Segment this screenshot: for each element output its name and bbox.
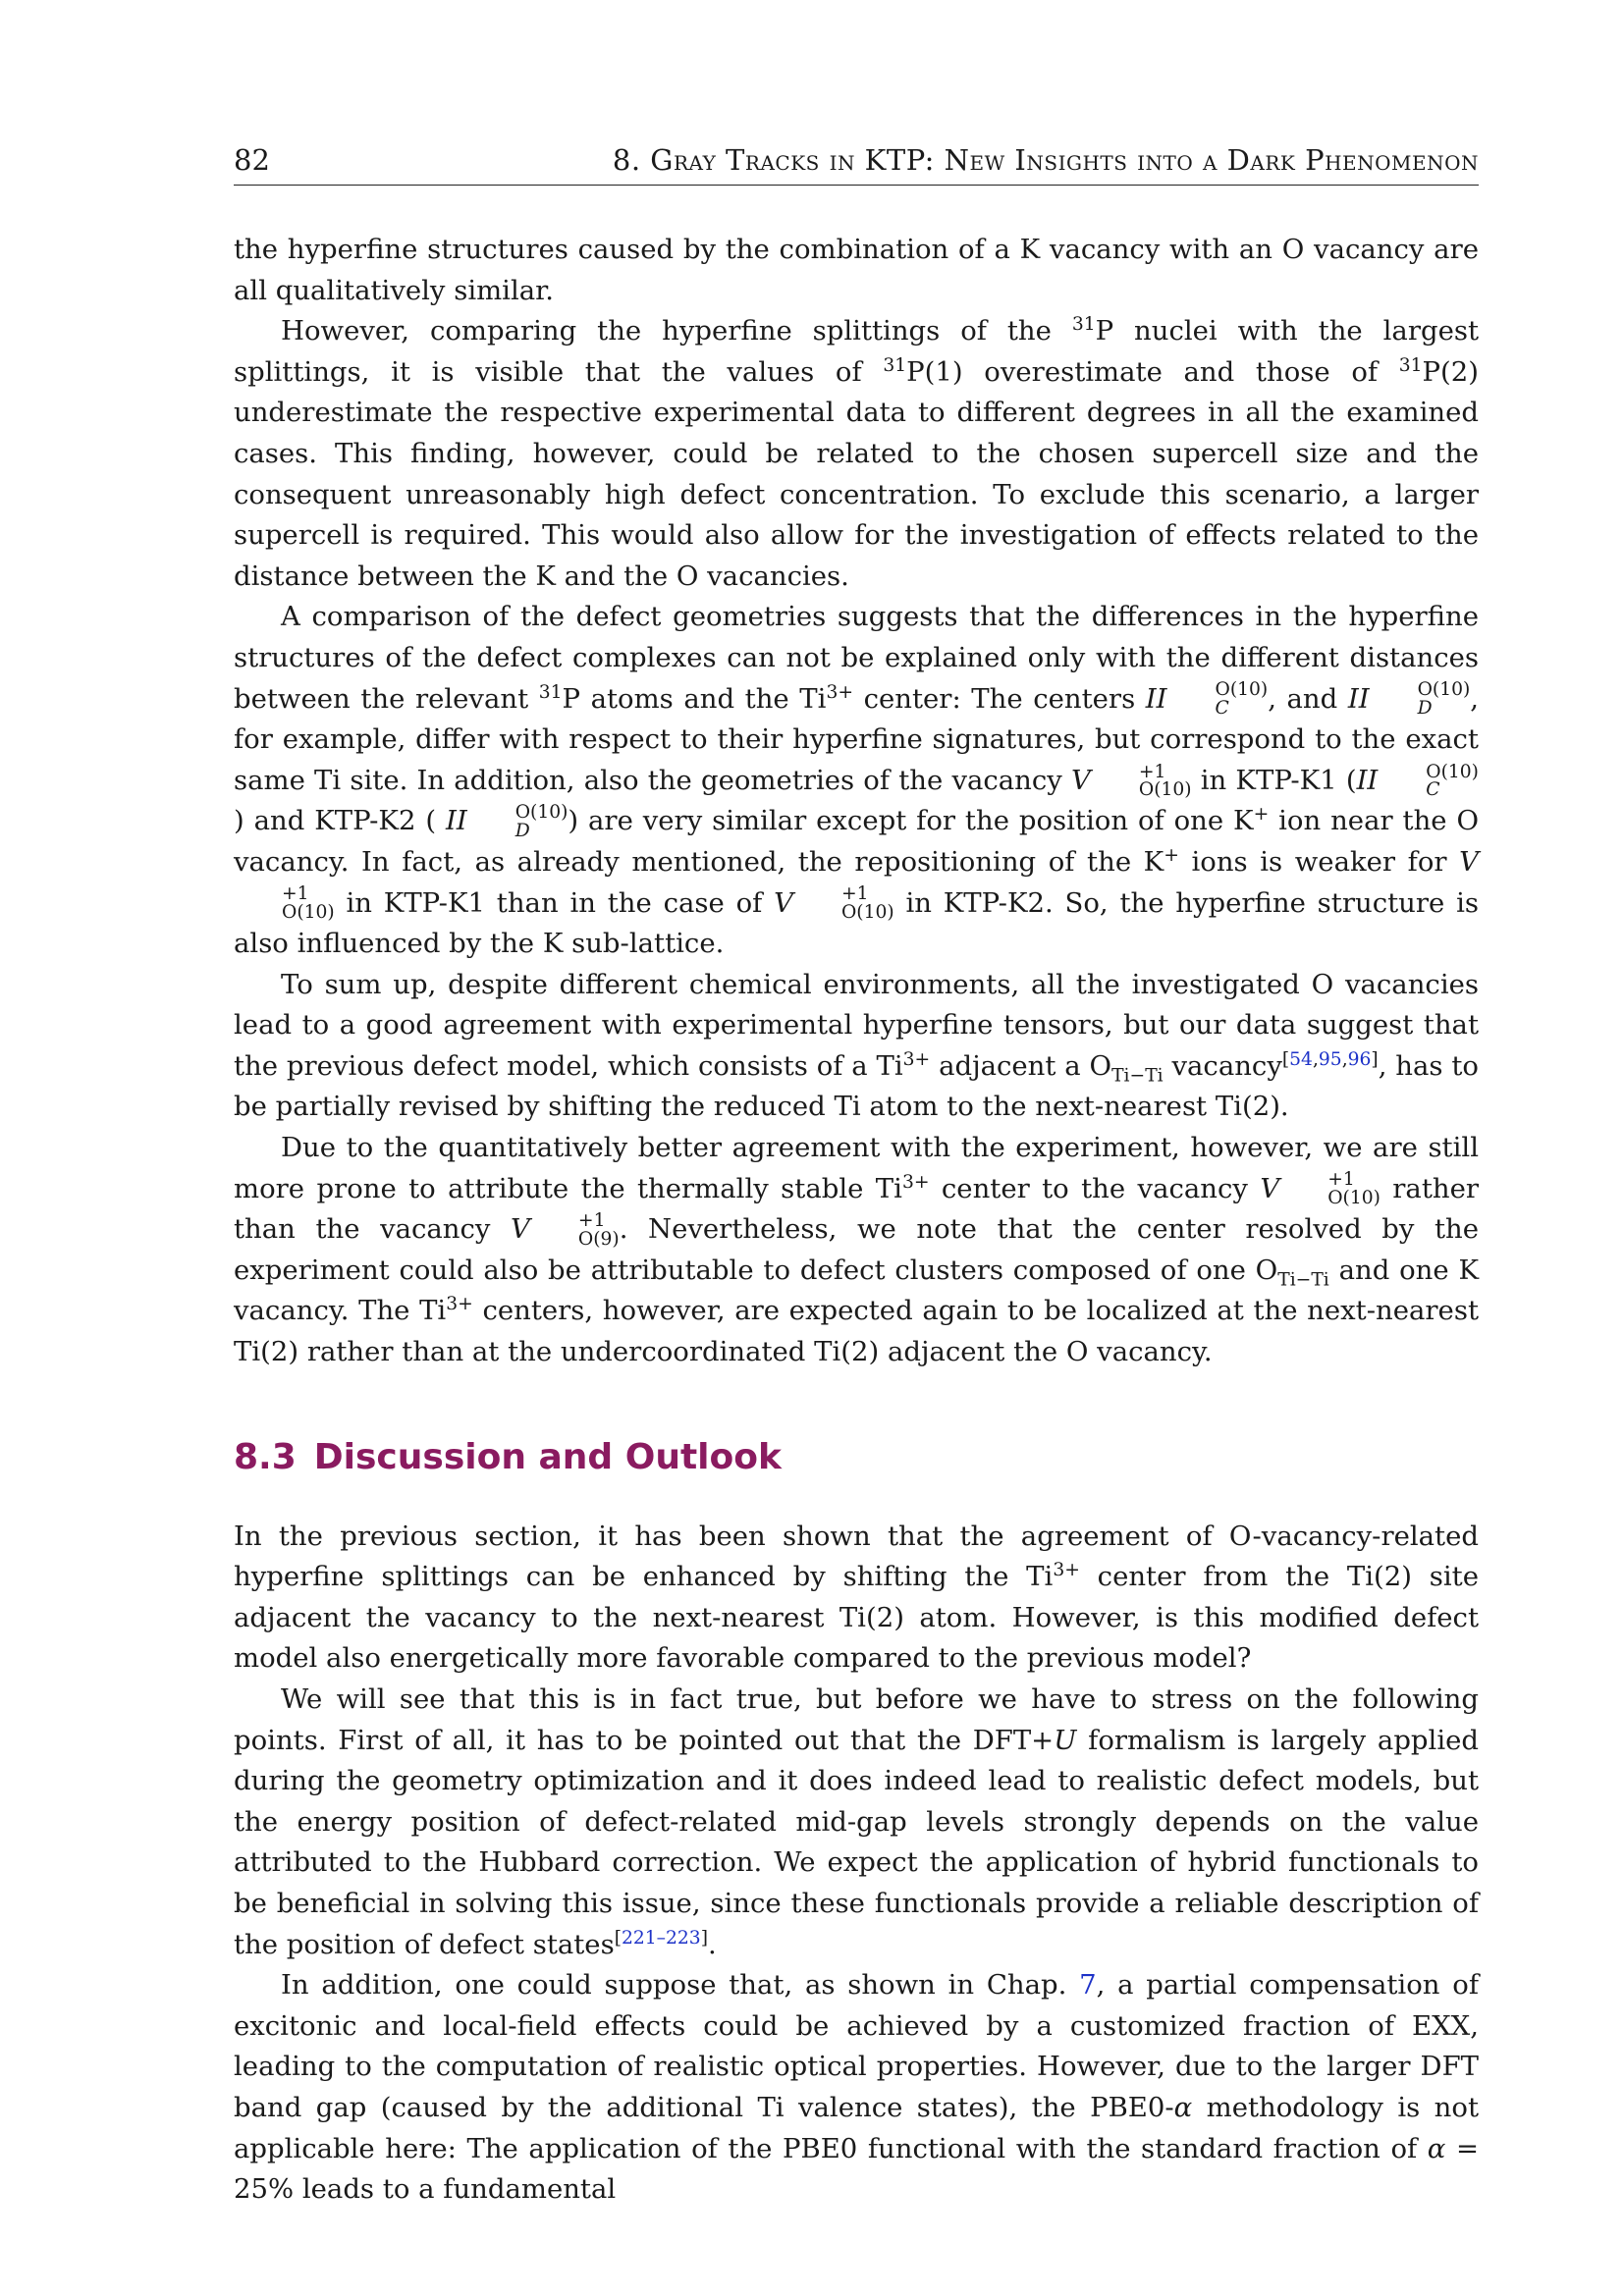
paragraph-5 <box>234 1128 1479 1373</box>
sup-sub-stack <box>235 885 335 922</box>
math-sup: O(10) <box>1417 679 1471 701</box>
math-symbol: α <box>1173 2091 1193 2123</box>
math-vacancy-O9 <box>511 1210 620 1250</box>
body-text <box>234 230 1479 2211</box>
text-run: formalism is largely applied during the geometry optimization and it does indeed lead to realistic defect models, but the energy position of defect-related mid-gap levels strongly depends on the value attributed to the Hubbard correction. We expect the application of hybrid functionals to be beneficial in solving this issue, since these functionals provide a reliable description of the position of defect states <box>234 1724 1480 1960</box>
isotope-superscript: 31 <box>1398 354 1423 376</box>
math-sup: +1 <box>282 883 309 905</box>
math-sup: O(10) <box>514 802 568 824</box>
math-symbol: II <box>1347 682 1370 715</box>
sup-sub-stack <box>1379 761 1479 801</box>
math-vacancy-O10 <box>1260 1169 1380 1209</box>
math-symbol: II <box>445 805 467 837</box>
math-center-IIC <box>1145 679 1269 720</box>
text-run: center: The centers <box>853 682 1146 715</box>
math-symbol: II <box>1145 682 1167 715</box>
text-run: = 25% leads to a fundamental <box>234 2132 1479 2206</box>
paragraph-2 <box>234 311 1479 597</box>
math-symbol: II <box>1356 764 1379 796</box>
section-number: 8.3 <box>234 1436 297 1477</box>
text-run: . Nevertheless, we note that the center resolved by the experiment could also be attributable to defect clusters composed of one O <box>234 1213 1480 1286</box>
math-symbol: V <box>1260 1172 1280 1204</box>
citation-link[interactable]: 221–223 <box>622 1927 701 1949</box>
math-center-IID <box>1347 679 1471 720</box>
section-heading <box>234 1436 1479 1479</box>
text-run: ) and KTP-K2 ( <box>234 805 446 837</box>
paragraph-3 <box>234 597 1479 964</box>
math-sub: O(9) <box>577 1228 620 1250</box>
text-run: , a partial compensation of excitonic and local-field effects could be achieved by a customized fraction of EXX, leading to the computation of realistic optical properties. However, due to the larger DFT band gap (caused by the additional Ti valence states), the PBE0- <box>234 1969 1479 2123</box>
citation-bracket: [ <box>614 1927 622 1949</box>
text-run: ions is weaker for <box>1178 845 1460 878</box>
math-center-IID <box>445 802 568 841</box>
citation-bracket: [ <box>1281 1048 1290 1070</box>
text-run: To sum up, despite different chemical environments, all the investigated O vacancies lead to a good agreement with experimental hyperfine tensors, but our data suggest that the previous defect model, which consists of a Ti <box>234 968 1479 1082</box>
charge-superscript: 3+ <box>826 681 853 703</box>
sup-sub-stack <box>1168 681 1269 718</box>
text-run: in KTP-K1 than in the case of <box>334 886 775 919</box>
charge-superscript: + <box>1253 804 1270 826</box>
paragraph-1 <box>234 230 1479 311</box>
text-run: adjacent a O <box>930 1049 1112 1082</box>
section-title: Discussion and Outlook <box>313 1436 782 1477</box>
citation-link[interactable]: 95 <box>1318 1048 1342 1070</box>
text-run: center to the vacancy <box>929 1172 1261 1204</box>
paragraph-7 <box>234 1680 1479 1965</box>
text-run: ion near the O vacancy. In fact, as already mentioned, the repositioning of the K <box>234 805 1479 878</box>
math-sub: O(10) <box>1327 1188 1380 1209</box>
text-run: In the previous section, it has been shown that the agreement of O-vacancy-related hyperfine splittings can be enhanced by shifting the Ti <box>234 1520 1479 1593</box>
sup-sub-stack <box>794 885 894 922</box>
math-sup: +1 <box>1327 1169 1355 1191</box>
text-run: vacancy <box>1163 1049 1282 1082</box>
text-run: , has to be partially revised by shifting the reduced Ti atom to the next-nearest Ti(2). <box>234 1049 1479 1123</box>
text-run: In addition, one could suppose that, as shown in Chap. <box>281 1969 1080 2002</box>
math-sub: O(10) <box>282 902 335 923</box>
math-sup: O(10) <box>1426 761 1479 782</box>
text-run: P(1) overestimate and those of <box>906 355 1399 388</box>
text-run: centers, however, are expected again to be localized at the next-nearest Ti(2) rather than at the undercoordinated Ti(2) adjacent the O vacancy. <box>234 1295 1479 1368</box>
text-run: and one K vacancy. The Ti <box>234 1254 1479 1327</box>
isotope-superscript: 31 <box>1071 314 1096 336</box>
math-symbol: V <box>1071 764 1091 796</box>
text-run: , for example, differ with respect to their hyperfine signatures, but correspond to the exact same Ti site. In addition, also the geometries of the vacancy <box>234 682 1480 796</box>
page-number: 82 <box>234 143 270 177</box>
text-run: P atoms and the Ti <box>562 682 827 715</box>
math-sup: +1 <box>577 1210 606 1232</box>
text-run: . <box>707 1928 717 1960</box>
math-symbol: V <box>1459 845 1479 878</box>
text-run: in KTP-K2. So, the hyperfine structure is also influenced by the K sub-lattice. <box>234 886 1479 960</box>
citation-bracket: ] <box>1371 1048 1379 1070</box>
math-sup: O(10) <box>1215 679 1269 701</box>
math-sub: O(10) <box>840 902 894 923</box>
math-symbol: V <box>774 886 793 919</box>
text-run: the hyperfine structures caused by the combination of a K vacancy with an O vacancy are all qualitatively similar. <box>234 234 1479 306</box>
running-header <box>234 143 1479 186</box>
math-sub: D <box>514 820 530 841</box>
math-center-IIC <box>1356 761 1479 801</box>
math-sub: D <box>1417 698 1433 720</box>
math-vacancy-O10 <box>1071 761 1192 801</box>
isotope-superscript: 31 <box>538 681 563 703</box>
text-run: We will see that this is in fact true, but before we have to stress on the following points. First of all, it has to be pointed out that the DFT+ <box>234 1683 1479 1756</box>
charge-superscript: 3+ <box>901 1171 930 1193</box>
math-sub: Ti−Ti <box>1111 1065 1164 1087</box>
math-sub: Ti−Ti <box>1277 1269 1329 1291</box>
charge-superscript: + <box>1164 844 1179 866</box>
chapter-title: 8. Gray Tracks in KTP: New Insights into a Dark Phenomenon <box>612 143 1479 177</box>
text-run: , and <box>1268 682 1348 715</box>
text-run: in KTP-K1 ( <box>1191 764 1357 796</box>
charge-superscript: 3+ <box>1053 1560 1080 1581</box>
sup-sub-stack <box>1280 1171 1380 1207</box>
math-vacancy-O10 <box>774 883 894 923</box>
charge-superscript: 3+ <box>446 1294 473 1315</box>
sup-sub-stack <box>531 1212 620 1249</box>
isotope-superscript: 31 <box>883 354 907 376</box>
math-symbol: U <box>1054 1724 1077 1756</box>
citation: [54,95,96] <box>1281 1048 1379 1070</box>
sup-sub-stack <box>1092 761 1192 801</box>
math-sup: +1 <box>1138 761 1166 782</box>
sup-sub-stack <box>1371 681 1471 718</box>
text-run: center from the Ti(2) site adjacent the vacancy to the next-nearest Ti(2) atom. However, is this modified defect model also energetically more favorable compared to the previous model? <box>234 1561 1480 1675</box>
text-run: P nuclei with the largest splittings, it is visible that the values of <box>234 315 1480 388</box>
chapter-link[interactable]: 7 <box>1079 1969 1097 2002</box>
sup-sub-stack <box>468 804 568 840</box>
text-run: Due to the quantitatively better agreement with the experiment, however, we are still more prone to attribute the thermally stable Ti <box>234 1132 1479 1204</box>
text-run: However, comparing the hyperfine splittings of the <box>281 315 1072 347</box>
math-sup: +1 <box>840 883 869 905</box>
text-run: rather than the vacancy <box>234 1172 1480 1246</box>
charge-superscript: 3+ <box>902 1048 931 1070</box>
math-symbol: V <box>511 1213 530 1246</box>
text-run: P(2) underestimate the respective experimental data to different degrees in all the examined cases. This finding, however, could be related to the chosen supercell size and the consequent unreasonably high defect concentration. To exclude this scenario, a larger supercell is required. This would also allow for the investigation of effects related to the distance between the K and the O vacancies. <box>234 355 1480 592</box>
paragraph-4 <box>234 965 1479 1128</box>
math-sub: C <box>1426 779 1440 801</box>
math-sub: O(10) <box>1138 779 1192 801</box>
math-sub: C <box>1215 698 1229 720</box>
citation-bracket: ] <box>700 1927 708 1949</box>
text-run: ) are very similar except for the position of one K <box>568 805 1254 837</box>
citation-link[interactable]: 54 <box>1289 1048 1313 1070</box>
paragraph-8 <box>234 1965 1479 2211</box>
citation <box>615 1927 708 1948</box>
paragraph-6 <box>234 1517 1479 1680</box>
text-run: methodology is not applicable here: The application of the PBE0 functional with the standard fraction of <box>234 2091 1479 2164</box>
text-run: A comparison of the defect geometries suggests that the differences in the hyperfine structures of the defect complexes can not be explained only with the different distances between the relevant <box>234 601 1479 715</box>
math-symbol: α <box>1427 2132 1446 2164</box>
citation-link[interactable]: 96 <box>1347 1048 1372 1070</box>
